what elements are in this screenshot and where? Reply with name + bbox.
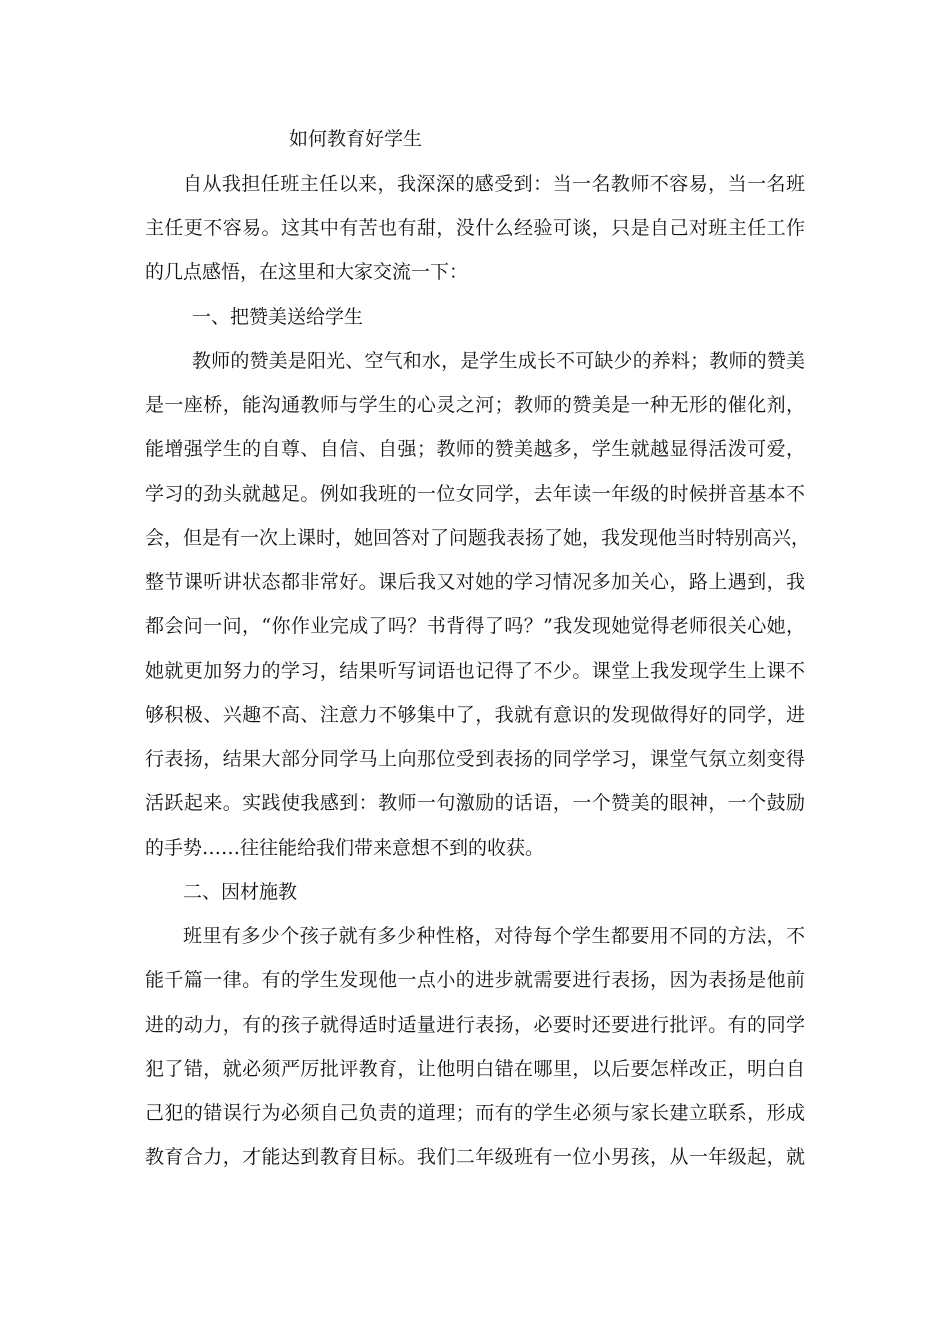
paragraph-line: 主任更不容易。这其中有苦也有甜，没什么经验可谈，只是自己对班主任工作 bbox=[145, 217, 805, 239]
paragraph-line: 能千篇一律。有的学生发现他一点小的进步就需要进行表扬，因为表扬是他前 bbox=[145, 969, 805, 991]
paragraph-line: 都会问一问，“你作业完成了吗？书背得了吗？”我发现她觉得老师很关心她， bbox=[145, 615, 805, 637]
paragraph-line: 会，但是有一次上课时，她回答对了问题我表扬了她，我发现他当时特别高兴， bbox=[145, 527, 811, 549]
paragraph-line: 的几点感悟，在这里和大家交流一下： bbox=[145, 261, 469, 283]
paragraph-line: 她就更加努力的学习，结果听写词语也记得了不少。课堂上我发现学生上课不 bbox=[145, 660, 805, 682]
paragraph-line: 是一座桥，能沟通教师与学生的心灵之河；教师的赞美是一种无形的催化剂， bbox=[145, 394, 805, 416]
paragraph-line: 自从我担任班主任以来，我深深的感受到：当一名教师不容易，当一名班 bbox=[183, 173, 805, 195]
paragraph-line: 己犯的错误行为必须自己负责的道理；而有的学生必须与家长建立联系，形成 bbox=[145, 1102, 805, 1124]
section-heading: 一、把赞美送给学生 bbox=[192, 306, 364, 328]
document-title: 如何教育好学生 bbox=[289, 128, 423, 150]
paragraph-line: 学习的劲头就越足。例如我班的一位女同学，去年读一年级的时候拼音基本不 bbox=[145, 483, 805, 505]
paragraph-line: 整节课听讲状态都非常好。课后我又对她的学习情况多加关心，路上遇到，我 bbox=[145, 571, 805, 593]
paragraph-line: 够积极、兴趣不高、注意力不够集中了，我就有意识的发现做得好的同学，进 bbox=[145, 704, 805, 726]
section-heading: 二、因材施教 bbox=[183, 881, 298, 903]
paragraph-line: 行表扬，结果大部分同学马上向那位受到表扬的同学学习，课堂气氛立刻变得 bbox=[145, 748, 805, 770]
paragraph-line: 犯了错，就必须严厉批评教育，让他明白错在哪里，以后要怎样改正，明白自 bbox=[145, 1058, 805, 1080]
paragraph-line: 的手势……往往能给我们带来意想不到的收获。 bbox=[145, 837, 545, 859]
paragraph-line: 能增强学生的自尊、自信、自强；教师的赞美越多，学生就越显得活泼可爱， bbox=[145, 438, 805, 460]
paragraph-line: 活跃起来。实践使我感到：教师一句激励的话语，一个赞美的眼神，一个鼓励 bbox=[145, 792, 805, 814]
paragraph-line: 教师的赞美是阳光、空气和水，是学生成长不可缺少的养料；教师的赞美 bbox=[192, 350, 805, 372]
paragraph-line: 进的动力，有的孩子就得适时适量进行表扬，必要时还要进行批评。有的同学 bbox=[145, 1014, 805, 1036]
paragraph-line: 班里有多少个孩子就有多少种性格，对待每个学生都要用不同的方法，不 bbox=[183, 925, 805, 947]
paragraph-line: 教育合力，才能达到教育目标。我们二年级班有一位小男孩，从一年级起，就 bbox=[145, 1146, 805, 1168]
